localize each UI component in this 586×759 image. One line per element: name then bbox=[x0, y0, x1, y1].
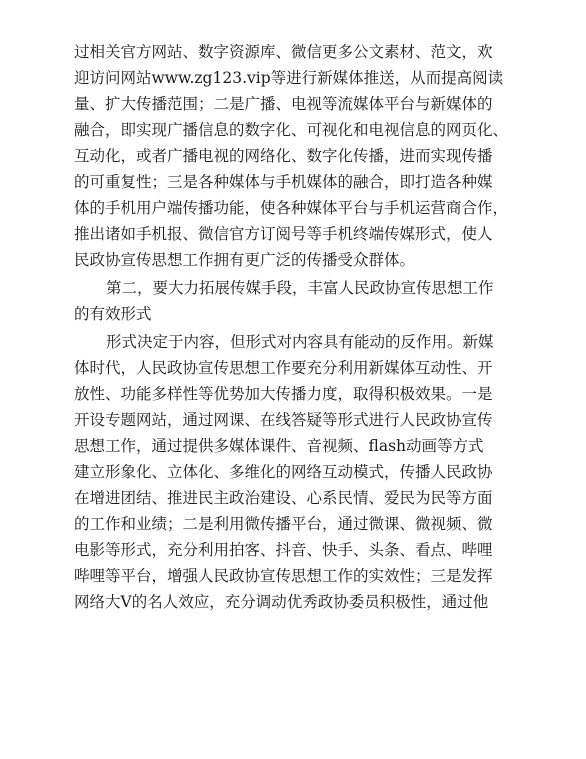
section-heading-line: 第二，要大力拓展传媒手段，丰富人民政协宣传思想工作 bbox=[106, 279, 494, 297]
body-text-line: 融合，即实现广播信息的数字化、可视化和电视信息的网页化、 bbox=[74, 121, 509, 139]
section-heading-line: 的有效形式 bbox=[74, 305, 152, 323]
body-text-line: 哔哩等平台，增强人民政协宣传思想工作的实效性；三是发挥 bbox=[74, 567, 493, 585]
body-text-line: 迎访问网站www.zg123.vip等进行新媒体推送，从而提高阅读 bbox=[74, 69, 504, 87]
body-text-line: 体时代，人民政协宣传思想工作要充分利用新媒体互动性、开 bbox=[74, 359, 493, 377]
body-text-line: 形式决定于内容，但形式对内容具有能动的反作用。新媒 bbox=[106, 333, 494, 351]
body-text-line: 体的手机用户端传播功能，使各种媒体平台与手机运营商合作， bbox=[74, 199, 509, 217]
body-text-line: 思想工作，通过提供多媒体课件、音视频、flash动画等方式 bbox=[74, 437, 484, 455]
body-text-line: 过相关官方网站、数字资源库、微信更多公文素材、范文，欢 bbox=[74, 43, 493, 61]
body-text-line: 互动化，或者广播电视的网络化、数字化传播，进而实现传播 bbox=[74, 147, 493, 165]
body-text-line: 放性、功能多样性等优势加大传播力度，取得积极效果。一是 bbox=[74, 385, 493, 403]
body-text-line: 的可重复性；三是各种媒体与手机媒体的融合，即打造各种媒 bbox=[74, 173, 493, 191]
body-text-line: 建立形象化、立体化、多维化的网络互动模式，传播人民政协 bbox=[74, 463, 493, 481]
body-text-line: 的工作和业绩；二是利用微传播平台，通过微课、微视频、微 bbox=[74, 515, 493, 533]
body-text-line: 网络大V的名人效应，充分调动优秀政协委员积极性，通过他 bbox=[74, 593, 489, 611]
body-text-line: 电影等形式，充分利用拍客、抖音、快手、头条、看点、哔哩 bbox=[74, 541, 493, 559]
body-text-line: 民政协宣传思想工作拥有更广泛的传播受众群体。 bbox=[74, 251, 416, 269]
body-text-line: 量、扩大传播范围；二是广播、电视等流媒体平台与新媒体的 bbox=[74, 95, 493, 113]
body-text-line: 在增进团结、推进民主政治建设、心系民情、爱民为民等方面 bbox=[74, 489, 493, 507]
body-text-line: 推出诸如手机报、微信官方订阅号等手机终端传媒形式，使人 bbox=[74, 225, 493, 243]
body-text-line: 开设专题网站，通过网课、在线答疑等形式进行人民政协宣传 bbox=[74, 411, 493, 429]
